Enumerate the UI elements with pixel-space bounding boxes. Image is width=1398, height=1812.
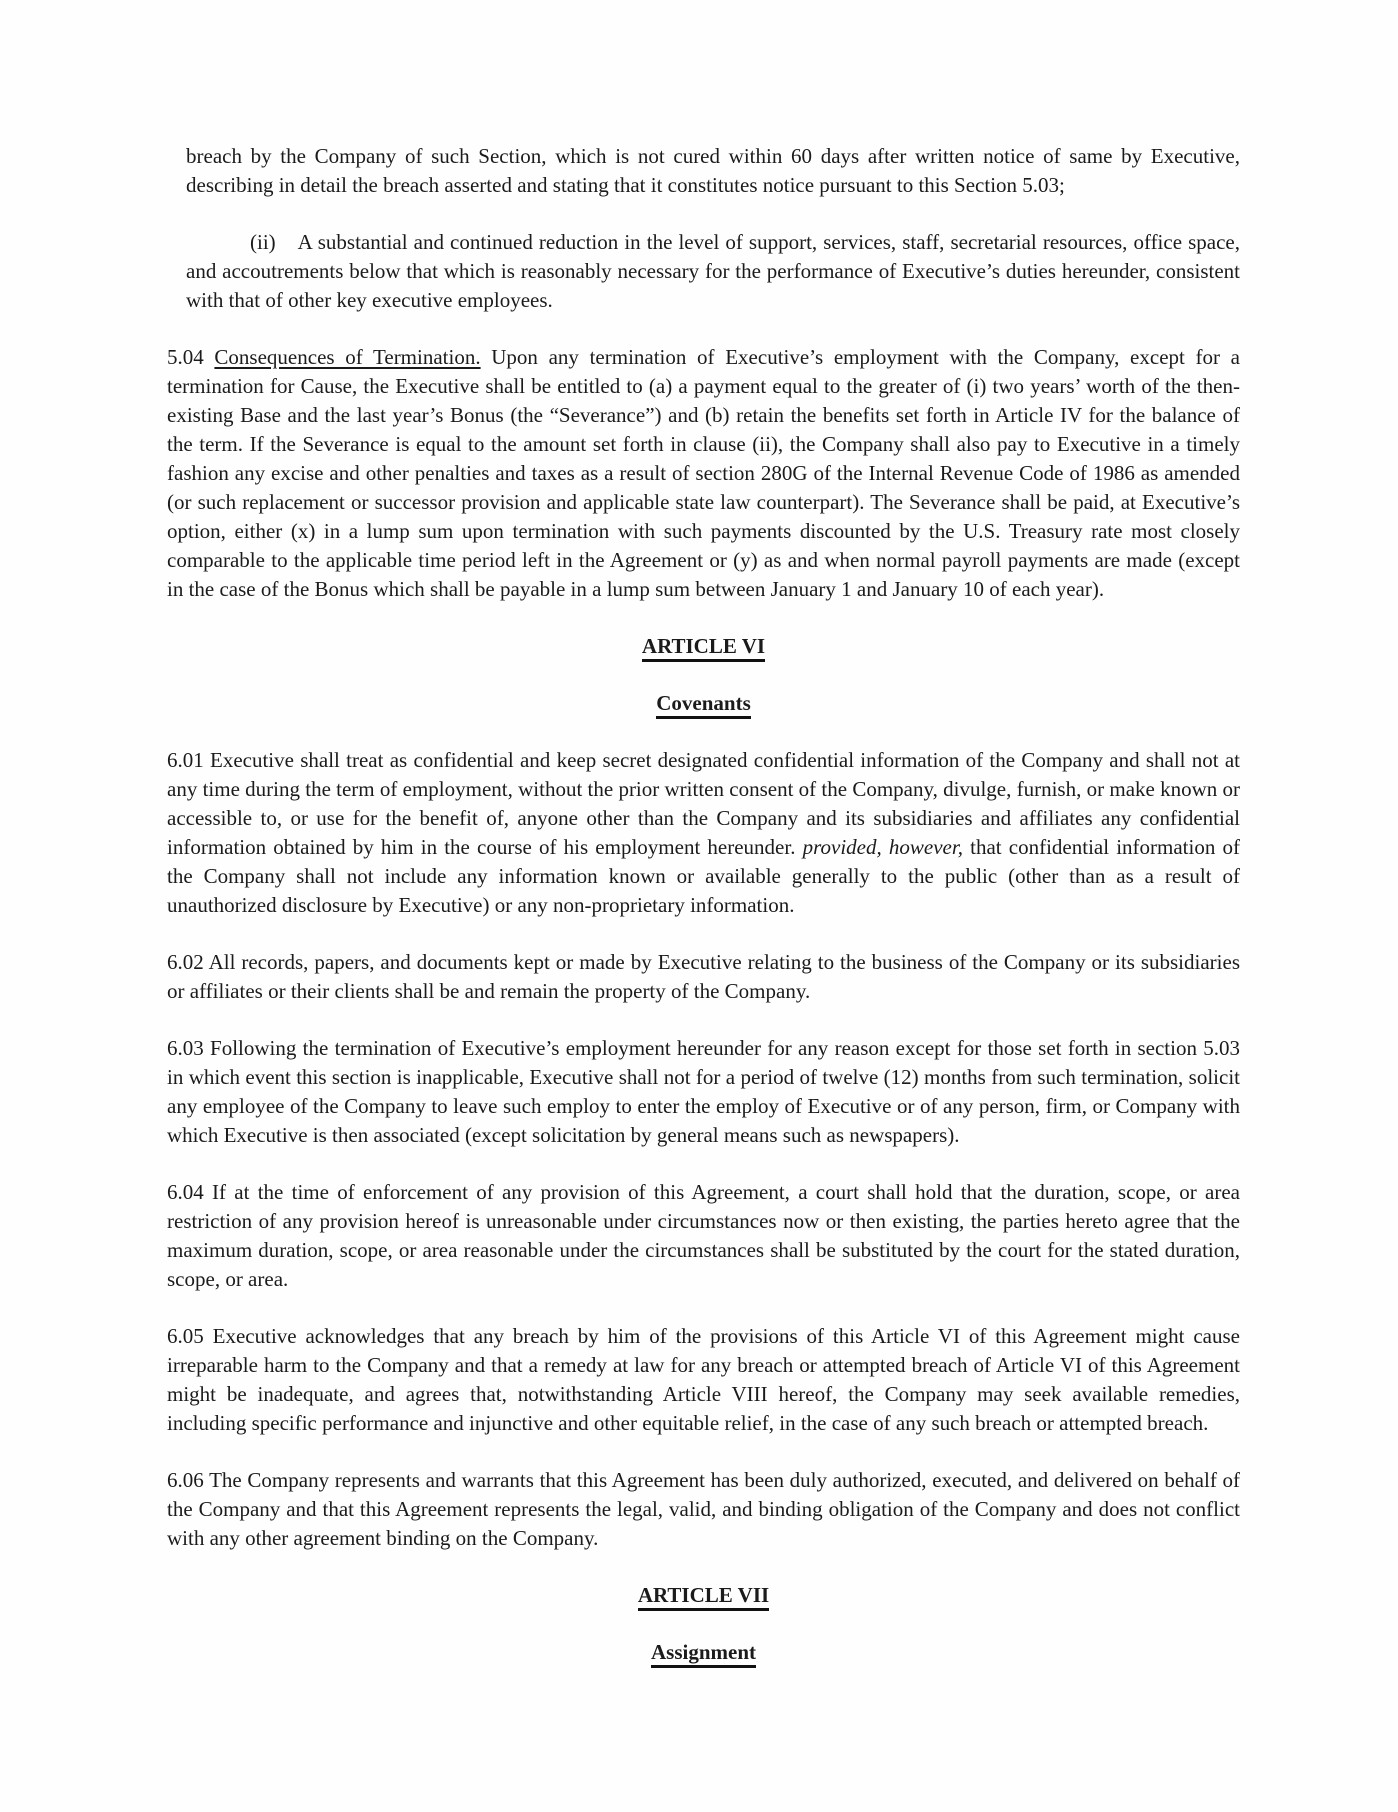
clause-ii-paragraph bbox=[186, 228, 1240, 315]
text-run: 6.02 All records, papers, and documents kept or made by Executive relating to the business of the Company or its subsidiaries or affiliates or their clients shall be and remain the property of the Company. bbox=[167, 950, 1240, 1003]
article-vii-subtitle bbox=[167, 1638, 1240, 1667]
clause-5-03-continuation-paragraph bbox=[186, 142, 1240, 200]
text-run: Upon any termination of Executive’s employment with the Company, except for a termination for Cause, the Executive shall be entitled to (a) a payment equal to the greater of (i) two years’ worth of the then-existing Base and the last year’s Bonus (the “Severance”) and (b) retain the benefits set forth in Article IV for the balance of the term. If the Severance is equal to the amount set forth in clause (ii), the Company shall also pay to Executive in a timely fashion any excise and other penalties and taxes as a result of section 280G of the Internal Revenue Code of 1986 as amended (or such replacement or successor provision and applicable state law counterpart). The Severance shall be paid, at Executive’s option, either (x) in a lump sum upon termination with such payments discounted by the U.S. Treasury rate most closely comparable to the applicable time period left in the Agreement or (y) as and when normal payroll payments are made (except in the case of the Bonus which shall be payable in a lump sum between January 1 and January 10 of each year). bbox=[167, 345, 1240, 601]
text-run: 5.04 bbox=[167, 345, 215, 369]
text-run: 6.04 If at the time of enforcement of any provision of this Agreement, a court shall hold that the duration, scope, or area restriction of any provision hereof is unreasonable under circumstances now or then existing, the parties hereto agree that the maximum duration, scope, or area reasonable under the circumstances shall be substituted by the court for the stated duration, scope, or area. bbox=[167, 1180, 1240, 1291]
section-6-04-paragraph bbox=[167, 1178, 1240, 1294]
article-vii-heading bbox=[167, 1581, 1240, 1610]
text-run: 6.03 Following the termination of Executive’s employment hereunder for any reason except for those set forth in section 5.03 in which event this section is inapplicable, Executive shall not for a period of twelve (12) months from such termination, solicit any employee of the Company to leave such employ to enter the employ of Executive or of any person, firm, or Company with which Executive is then associated (except solicitation by general means such as newspapers). bbox=[167, 1036, 1240, 1147]
text-run: that confidential information of the Company shall not include any information known or available generally to the public (other than as a result of unauthorized disclosure by Executive) or any non-proprietary information. bbox=[167, 835, 1240, 917]
article-vi-subtitle bbox=[167, 689, 1240, 718]
text-run: breach by the Company of such Section, which is not cured within 60 days after written notice of same by Executive, describing in detail the breach asserted and stating that it constitutes notice pursuant to this Section 5.03; bbox=[186, 144, 1240, 197]
text-run: 6.06 The Company represents and warrants that this Agreement has been duly authorized, executed, and delivered on behalf of the Company and that this Agreement represents the legal, valid, and binding obligation of the Company and does not conflict with any other agreement binding on the Company. bbox=[167, 1468, 1240, 1550]
article-vi-subtitle-text: Covenants bbox=[656, 691, 751, 719]
section-6-02-paragraph bbox=[167, 948, 1240, 1006]
text-run: (ii) bbox=[250, 230, 276, 254]
text-run: A substantial and continued reduction in the level of support, services, staff, secretarial resources, office space, and accoutrements below that which is reasonably necessary for the performance of Executive’s duties hereunder, consistent with that of other key executive employees. bbox=[186, 230, 1240, 312]
article-vii-heading-text: ARTICLE VII bbox=[638, 1583, 769, 1611]
section-6-06-paragraph bbox=[167, 1466, 1240, 1553]
text-run: 6.05 Executive acknowledges that any breach by him of the provisions of this Article VI of this Agreement might cause irreparable harm to the Company and that a remedy at law for any breach or attempted breach of Article VI of this Agreement might be inadequate, and agrees that, notwithstanding Article VIII hereof, the Company may seek available remedies, including specific performance and injunctive and other equitable relief, in the case of any such breach or attempted breach. bbox=[167, 1324, 1240, 1435]
section-5-04-paragraph bbox=[167, 343, 1240, 604]
section-6-05-paragraph bbox=[167, 1322, 1240, 1438]
document-body bbox=[167, 142, 1240, 1667]
article-vi-heading bbox=[167, 632, 1240, 661]
text-run-italic: provided, however, bbox=[802, 835, 963, 859]
section-6-01-paragraph bbox=[167, 746, 1240, 920]
section-6-03-paragraph bbox=[167, 1034, 1240, 1150]
text-run-underline: Consequences of Termination. bbox=[214, 345, 481, 369]
article-vi-heading-text: ARTICLE VI bbox=[642, 634, 765, 662]
text-run: 6.01 Executive shall treat as confidential and keep secret designated confidential information of the Company and shall not at any time during the term of employment, without the prior written consent of the Company, divulge, furnish, or make known or accessible to, or use for the benefit of, anyone other than the Company and its subsidiaries and affiliates any confidential information obtained by him in the course of his employment hereunder. bbox=[167, 748, 1240, 859]
article-vii-subtitle-text: Assignment bbox=[651, 1640, 756, 1668]
